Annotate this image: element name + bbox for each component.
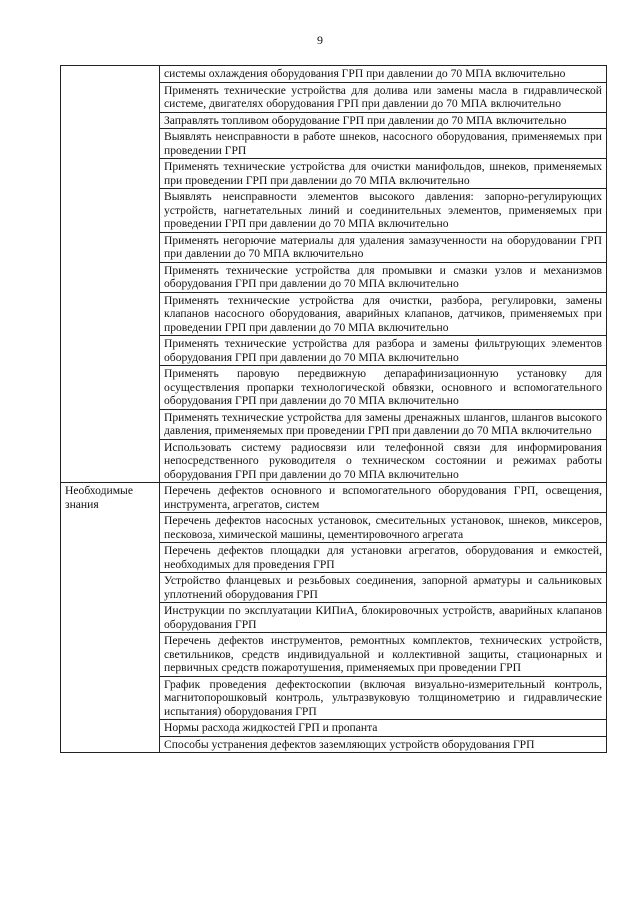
knowledge-item: Устройство фланцевых и резьбовых соединения, запорной арматуры и сальниковых уплотнений оборудования ГРП [160,573,607,603]
skills-label-cell [61,66,160,483]
requirements-table [60,65,607,753]
skill-item: Выявлять неисправности в работе шнеков, насосного оборудования, применяемых при проведении ГРП [160,129,607,159]
knowledge-item: Нормы расхода жидкостей ГРП и пропанта [160,720,607,737]
skill-item: Применять технические устройства для разбора и замены фильтрующих элементов оборудования ГРП при давлении до 70 МПА включительно [160,336,607,366]
knowledge-item: Перечень дефектов насосных установок, смесительных установок, шнеков, миксеров, песковоза, химической машины, цементировочного агрегата [160,513,607,543]
knowledge-item: Перечень дефектов инструментов, ремонтных комплектов, технических устройств, светильников, средств индивидуальной и коллективной защиты, стационарных и первичных средств пожаротушения, применяемых при проведении ГРП [160,633,607,677]
skill-item: Заправлять топливом оборудование ГРП при давлении до 70 МПА включительно [160,112,607,129]
knowledge-item: Способы устранения дефектов заземляющих устройств оборудования ГРП [160,736,607,753]
skill-item: Применять технические устройства для очистки манифольдов, шнеков, применяемых при проведении ГРП при давлении до 70 МПА включительно [160,159,607,189]
skill-item: Применять технические устройства для долива или замены масла в гидравлической системе, двигателях оборудования ГРП при давлении до 70 МПА включительно [160,82,607,112]
skill-item: Применять негорючие материалы для удаления замазученности на оборудовании ГРП при давлении до 70 МПА включительно [160,232,607,262]
skill-item: Использовать систему радиосвязи или телефонной связи для информирования непосредственного руководителя о техническом состоянии и режимах работы оборудования ГРП при давлении до 70 МПА включительно [160,439,607,483]
table-row [61,66,607,83]
skill-item: Применять технические устройства для промывки и смазки узлов и механизмов оборудования ГРП при давлении до 70 МПА включительно [160,262,607,292]
knowledge-item: График проведения дефектоскопии (включая визуально-измерительный контроль, магнитопорошковый контроль, ультразвуковую толщинометрию и гидравлические испытания) оборудования ГРП [160,676,607,720]
knowledge-item: Перечень дефектов площадки для установки агрегатов, оборудования и емкостей, необходимых для проведения ГРП [160,543,607,573]
knowledge-item: Перечень дефектов основного и вспомогательного оборудования ГРП, освещения, инструмента, агрегатов, систем [160,483,607,513]
skill-item: Выявлять неисправности элементов высокого давления: запорно-регулирующих устройств, нагнетательных линий и соединительных элементов, применяемых при проведении ГРП при давлении до 70 МПА включительно [160,189,607,233]
knowledge-label: Необходимые знания [61,483,160,753]
page-number: 9 [317,33,323,47]
knowledge-item: Инструкции по эксплуатации КИПиА, блокировочных устройств, аварийных клапанов оборудования ГРП [160,603,607,633]
table-row [61,483,607,513]
skill-item: Применять технические устройства для замены дренажных шлангов, шлангов высокого давления, применяемых при проведении ГРП при давлении до 70 МПА включительно [160,409,607,439]
skill-item: Применять паровую передвижную депарафинизационную установку для осуществления пропарки технологической обвязки, основного и вспомогательного оборудования ГРП при давлении до 70 МПА включительно [160,366,607,410]
skill-item: системы охлаждения оборудования ГРП при давлении до 70 МПА включительно [160,66,607,83]
skill-item: Применять технические устройства для очистки, разбора, регулировки, замены клапанов насосного оборудования, аварийных клапанов, датчиков, применяемых при проведении ГРП при давлении до 70 МПА включительно [160,292,607,336]
